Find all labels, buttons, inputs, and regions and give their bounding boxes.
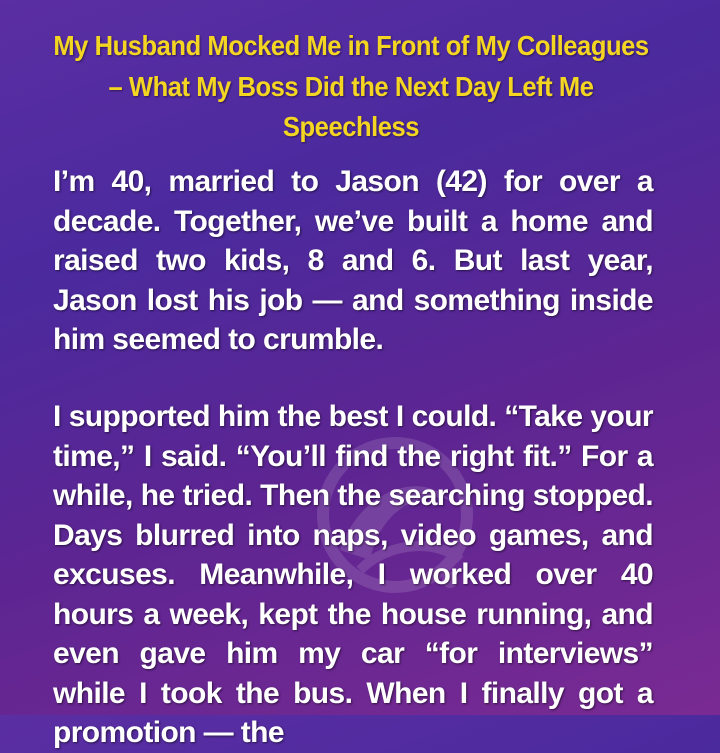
article-paragraph-1: I’m 40, married to Jason (42) for over a decade. Together, we’ve built a home and raised two kids, 8 and 6. But last year, Jason lost his job — and something inside him seemed to crumble. [53, 165, 653, 356]
article-title: My Husband Mocked Me in Front of My Colleagues – What My Boss Did the Next Day Left Me Speechless [53, 30, 649, 142]
article-paragraph-2: I supported him the best I could. “Take your time,” I said. “You’ll find the right fit.” For a while, he tried. Then the searching stopped. Days blurred into naps, video games, and excuses. Meanwhile, I worked over 40 hours a week, kept the house running, and even gave him my car “for interviews” while I took the bus. When I finally got a promotion — the [53, 400, 653, 749]
